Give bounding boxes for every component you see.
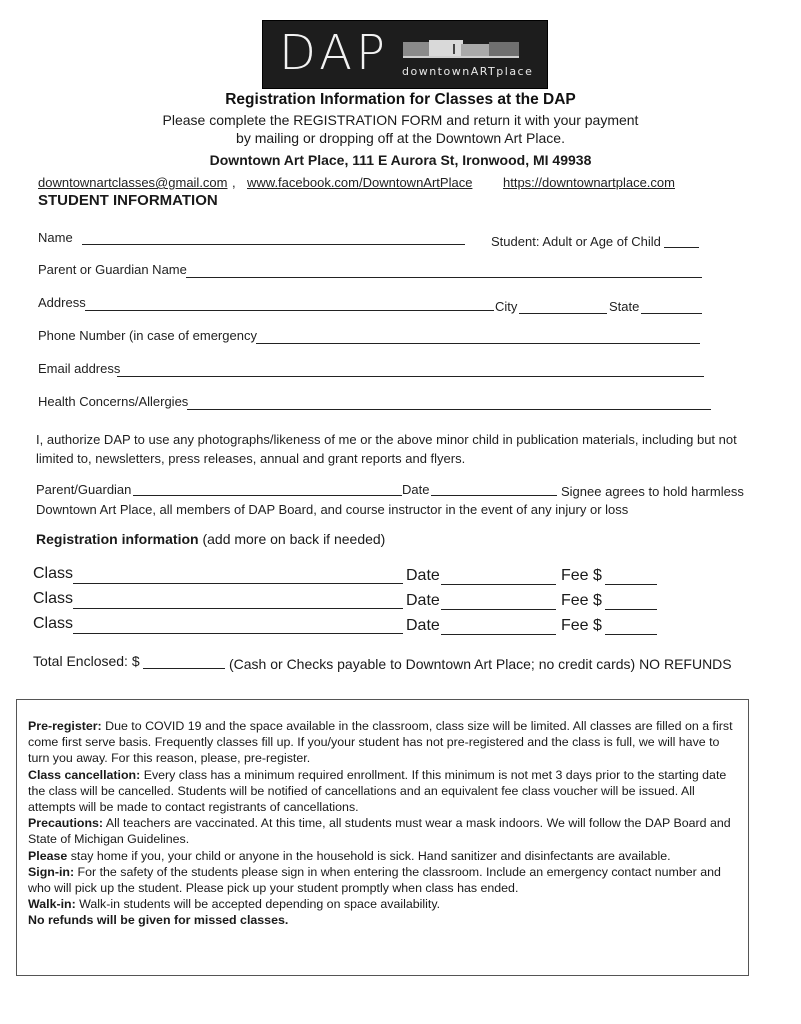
logo-letters: DAP	[279, 25, 389, 81]
class-fee-label: Fee $	[561, 592, 602, 609]
class-date-label: Date	[406, 567, 440, 584]
email-address-field-line[interactable]	[117, 376, 704, 377]
please-text: stay home if you, your child or anyone in the household is sick. Hand sanitizer and disinfectants are available.	[67, 848, 671, 863]
email-separator: ,	[232, 175, 236, 190]
authorization-text	[36, 430, 776, 468]
city-field-line[interactable]	[519, 313, 607, 314]
parent-name-field-line[interactable]	[186, 277, 702, 278]
student-age-field-line[interactable]	[664, 247, 699, 248]
logo-brushstroke-graphic	[403, 38, 533, 66]
registration-note: (add more on back if needed)	[202, 531, 386, 547]
total-enclosed-field-line[interactable]	[143, 668, 225, 669]
dap-address: Downtown Art Place, 111 E Aurora St, Ironwood, MI 49938	[209, 152, 592, 168]
class-fee-label: Fee $	[561, 567, 602, 584]
name-label: Name	[38, 230, 73, 245]
health-concerns-field-line[interactable]	[187, 409, 711, 410]
guardian-signature-label: Parent/Guardian	[36, 482, 132, 497]
payment-note: (Cash or Checks payable to Downtown Art Place; no credit cards) NO REFUNDS	[229, 656, 732, 672]
phone-label: Phone Number (in case of emergency	[38, 328, 257, 343]
preregister-policy	[28, 718, 740, 767]
signin-policy	[28, 864, 740, 896]
intro-line-1: Please complete the REGISTRATION FORM and return it with your payment	[162, 112, 639, 128]
signature-date-label: Date	[402, 482, 430, 497]
cancellation-title: Class cancellation:	[28, 767, 141, 782]
logo-tagline: downtownARTplace	[402, 65, 534, 78]
please-title: Please	[28, 848, 68, 863]
phone-field-line[interactable]	[256, 343, 700, 344]
hold-harmless-label: Signee agrees to hold harmless	[561, 484, 744, 499]
address-field-line[interactable]	[85, 310, 494, 311]
guardian-signature-line[interactable]	[133, 495, 402, 496]
policies-text	[28, 718, 740, 929]
sick-policy	[28, 848, 740, 864]
intro-line-2: by mailing or dropping off at the Downtown Art Place.	[236, 130, 565, 146]
walkin-title: Walk-in:	[28, 897, 76, 912]
hold-harmless-text: Downtown Art Place, all members of DAP Board, and course instructor in the event of any injury or loss	[36, 502, 629, 517]
cancellation-policy	[28, 767, 740, 816]
class-date-label: Date	[406, 592, 440, 609]
class-date-field-line[interactable]	[441, 634, 556, 635]
policies-box	[16, 699, 749, 976]
parent-name-label: Parent or Guardian Name	[38, 262, 187, 277]
class-field-line[interactable]	[73, 608, 403, 609]
class-label: Class	[33, 590, 74, 607]
cancellation-text: Every class has a minimum required enrollment. If this minimum is not met 3 days prior to the starting date the class will be cancelled. Students will be notified of cancellations and an equivalent fee class voucher will be issued. All attempts will be made to contact registrants of cancellations.	[28, 767, 727, 815]
class-label: Class	[33, 615, 74, 632]
city-label: City	[495, 299, 518, 314]
class-date-field-line[interactable]	[441, 584, 556, 585]
walkin-policy	[28, 896, 740, 912]
signature-date-line[interactable]	[431, 495, 557, 496]
student-information-heading: STUDENT INFORMATION	[38, 192, 218, 209]
authorization-line-2: limited to, newsletters, press releases, annual and grant reports and flyers.	[36, 451, 466, 466]
email-link[interactable]: downtownartclasses@gmail.com	[38, 175, 228, 190]
class-field-line[interactable]	[73, 633, 403, 634]
dap-logo	[262, 20, 548, 89]
email-address-label: Email address	[38, 361, 121, 376]
total-enclosed-label: Total Enclosed: $	[33, 653, 140, 669]
no-refund-text: No refunds will be given for missed classes.	[28, 913, 289, 928]
class-fee-field-line[interactable]	[605, 609, 657, 610]
class-label: Class	[33, 565, 74, 582]
class-fee-label: Fee $	[561, 617, 602, 634]
student-age-label: Student: Adult or Age of Child	[491, 234, 661, 249]
class-date-field-line[interactable]	[441, 609, 556, 610]
name-field-line[interactable]	[82, 244, 465, 245]
registration-heading: Registration information	[36, 531, 199, 547]
precautions-text: All teachers are vaccinated. At this time, all students must wear a mask indoors. We will follow the DAP Board and State of Michigan Guidelines.	[28, 816, 731, 847]
website-link[interactable]: https://downtownartplace.com	[503, 175, 675, 190]
preregister-title: Pre-register:	[28, 719, 102, 733]
precautions-title: Precautions:	[28, 816, 104, 831]
page-title: Registration Information for Classes at the DAP	[225, 91, 576, 108]
signin-title: Sign-in:	[28, 864, 75, 879]
state-field-line[interactable]	[641, 313, 702, 314]
no-refund-policy	[28, 912, 740, 928]
signin-text: For the safety of the students please sign in when entering the classroom. Include an emergency contact number and who will pick up the student. Please pick up your student promptly when class has ended.	[28, 864, 721, 896]
authorization-line-1: I, authorize DAP to use any photographs/likeness of me or the above minor child in publication materials, including but not	[36, 432, 737, 447]
facebook-link[interactable]: www.facebook.com/DowntownArtPlace	[247, 175, 473, 190]
health-concerns-label: Health Concerns/Allergies	[38, 394, 189, 409]
class-fee-field-line[interactable]	[605, 634, 657, 635]
precautions-policy	[28, 815, 740, 847]
state-label: State	[609, 299, 640, 314]
class-fee-field-line[interactable]	[605, 584, 657, 585]
address-label: Address	[38, 295, 86, 310]
class-date-label: Date	[406, 617, 440, 634]
class-field-line[interactable]	[73, 583, 403, 584]
preregister-text: Due to COVID 19 and the space available in the classroom, class size will be limited. All classes are filled on a first come first serve basis. Frequently classes fill up. If you/your student has not pre-registered and the class is full, we will have to turn you away. For this reason, please, pre-register.	[28, 719, 733, 766]
registration-heading-row	[36, 531, 385, 547]
walkin-text: Walk-in students will be accepted depending on space availability.	[75, 897, 441, 912]
